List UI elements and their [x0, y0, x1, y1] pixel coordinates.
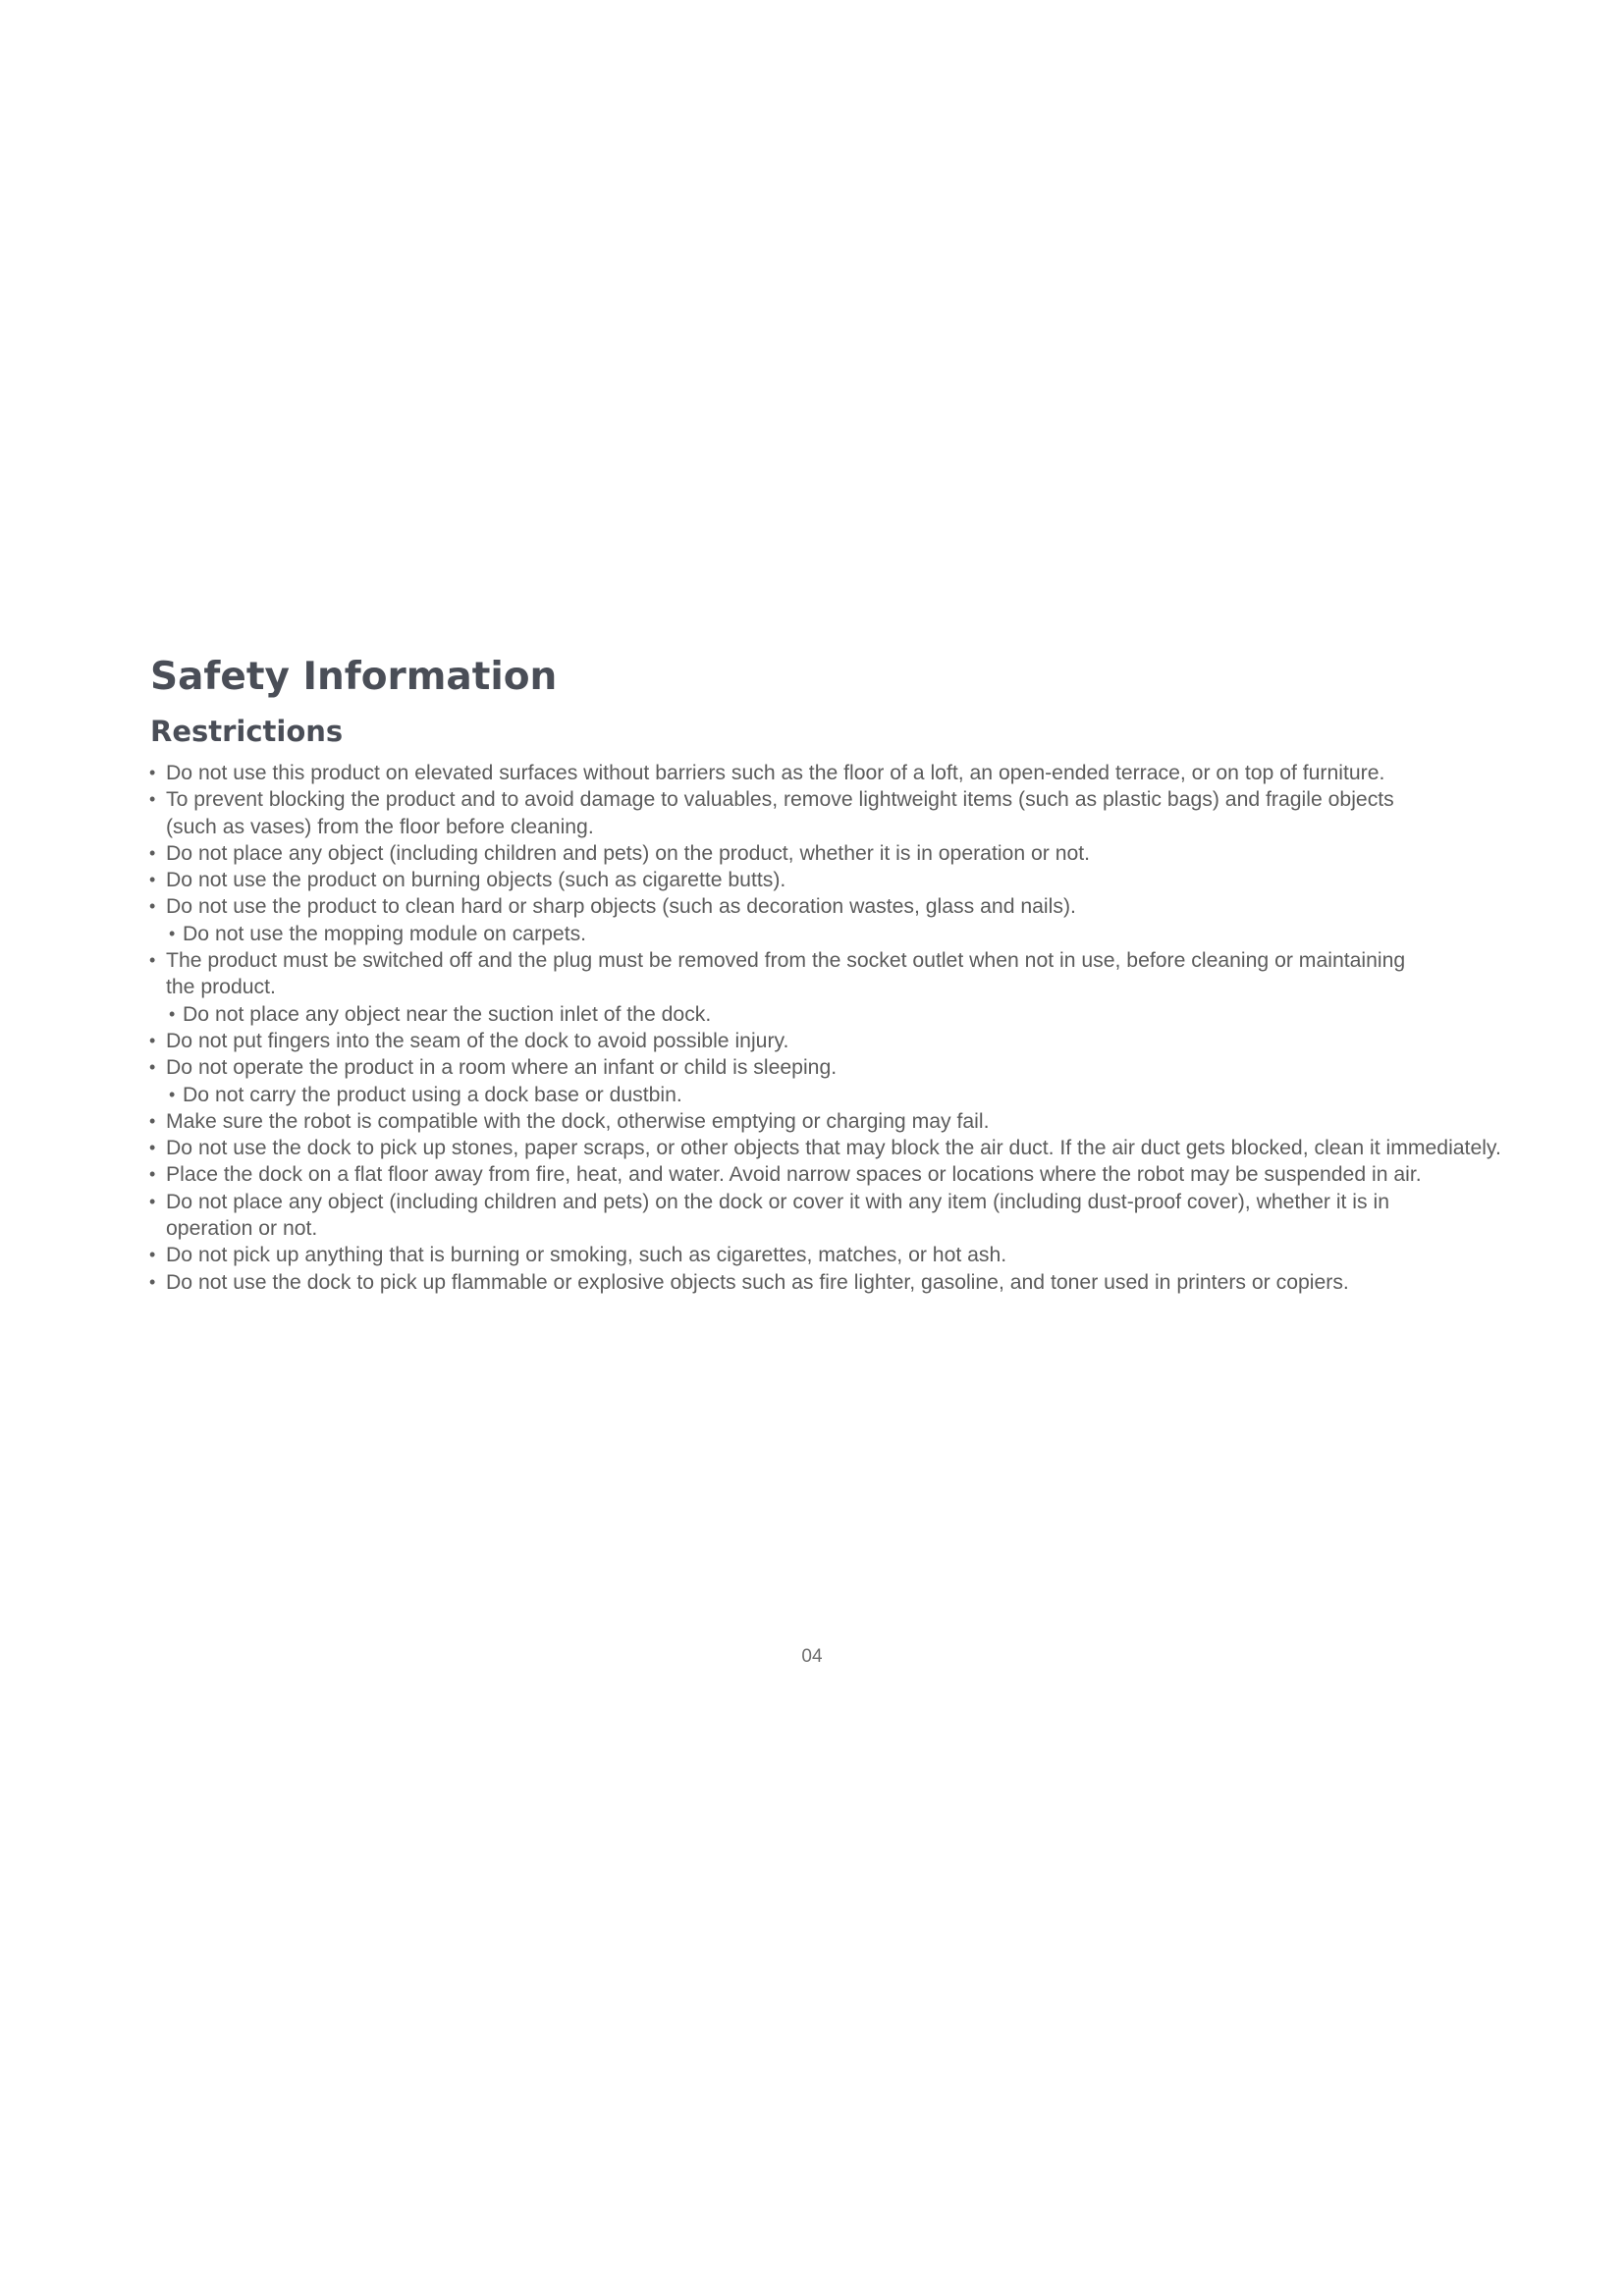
- list-item-text: operation or not.: [166, 1217, 318, 1241]
- bullet-icon: •: [149, 870, 156, 890]
- list-item-text: The product must be switched off and the plug must be removed from the socket outlet when not in use, before cleaning or maintaining: [166, 949, 1406, 973]
- list-item: [149, 760, 1494, 786]
- list-item: [149, 1082, 1494, 1108]
- list-item: [149, 921, 1494, 947]
- list-item: [149, 1189, 1494, 1243]
- bullet-icon: •: [169, 1003, 176, 1024]
- list-item: [149, 1269, 1494, 1296]
- list-item-text: Place the dock on a flat floor away from fire, heat, and water. Avoid narrow spaces or locations where the robot may be suspended in air.: [166, 1163, 1422, 1187]
- list-item-text: Do not use the dock to pick up flammable or explosive objects such as fire lighter, gasoline, and toner used in printers or copiers.: [166, 1270, 1349, 1294]
- bullet-icon: •: [149, 789, 156, 810]
- bullet-icon: •: [149, 1057, 156, 1078]
- list-item-text: Do not use this product on elevated surfaces without barriers such as the floor of a loft, an open-ended terrace, or on top of furniture.: [166, 762, 1385, 784]
- bullet-icon: •: [149, 896, 156, 917]
- list-item-text: Do not carry the product using a dock base or dustbin.: [183, 1083, 682, 1106]
- list-item-text: Do not place any object near the suction inlet of the dock.: [183, 1002, 712, 1026]
- list-item-text: Do not use the product to clean hard or sharp objects (such as decoration wastes, glass and nails).: [166, 895, 1076, 919]
- bullet-icon: •: [149, 1164, 156, 1185]
- list-item: [149, 893, 1494, 920]
- list-item-text: Do not operate the product in a room where an infant or child is sleeping.: [166, 1056, 838, 1080]
- bullet-icon: •: [149, 1271, 156, 1292]
- bullet-icon: •: [149, 950, 156, 971]
- bullet-icon: •: [149, 1138, 156, 1158]
- list-item: [149, 947, 1494, 1001]
- list-item-text: Do not use the mopping module on carpets.: [183, 922, 587, 945]
- list-item-text: To prevent blocking the product and to avoid damage to valuables, remove lightweight items (such as plastic bags) and fragile objects: [166, 788, 1394, 812]
- list-item: [149, 1108, 1494, 1135]
- bullet-icon: •: [149, 1110, 156, 1131]
- list-item-text: the product.: [166, 976, 276, 999]
- bullet-icon: •: [149, 1030, 156, 1050]
- bullet-icon: •: [149, 763, 156, 782]
- list-item: [149, 1161, 1494, 1188]
- section-heading-restrictions: Restrictions: [150, 715, 344, 748]
- list-item: [149, 1028, 1494, 1054]
- bullet-icon: •: [149, 1245, 156, 1265]
- list-item: [149, 1054, 1494, 1081]
- list-item-text: Make sure the robot is compatible with the dock, otherwise emptying or charging may fail.: [166, 1109, 990, 1133]
- page-number: 04: [801, 1646, 823, 1667]
- list-item: [149, 1135, 1501, 1161]
- list-item-text: Do not place any object (including children and pets) on the product, whether it is in operation or not.: [166, 841, 1091, 865]
- list-item-text: Do not use the dock to pick up stones, paper scraps, or other objects that may block the air duct. If the air duct gets blocked, clean it immediately.: [166, 1137, 1501, 1160]
- list-item-text: Do not place any object (including children and pets) on the dock or cover it with any item (including dust-proof cover), whether it is in: [166, 1190, 1389, 1213]
- list-item-text: Do not pick up anything that is burning or smoking, such as cigarettes, matches, or hot ash.: [166, 1244, 1007, 1267]
- page-title: Safety Information: [150, 655, 558, 699]
- list-item-text: Do not put fingers into the seam of the dock to avoid possible injury.: [166, 1029, 789, 1052]
- list-item: [149, 1242, 1494, 1268]
- bullet-icon: •: [169, 923, 176, 943]
- list-item: [149, 786, 1494, 840]
- restrictions-list: [149, 760, 1501, 1296]
- bullet-icon: •: [149, 1191, 156, 1211]
- list-item-text: Do not use the product on burning objects (such as cigarette butts).: [166, 869, 786, 892]
- list-item: [149, 840, 1494, 867]
- bullet-icon: •: [149, 842, 156, 863]
- bullet-icon: •: [169, 1084, 176, 1104]
- list-item-text: (such as vases) from the floor before cleaning.: [166, 815, 594, 838]
- list-item: [149, 867, 1494, 893]
- list-item: [149, 1001, 1494, 1028]
